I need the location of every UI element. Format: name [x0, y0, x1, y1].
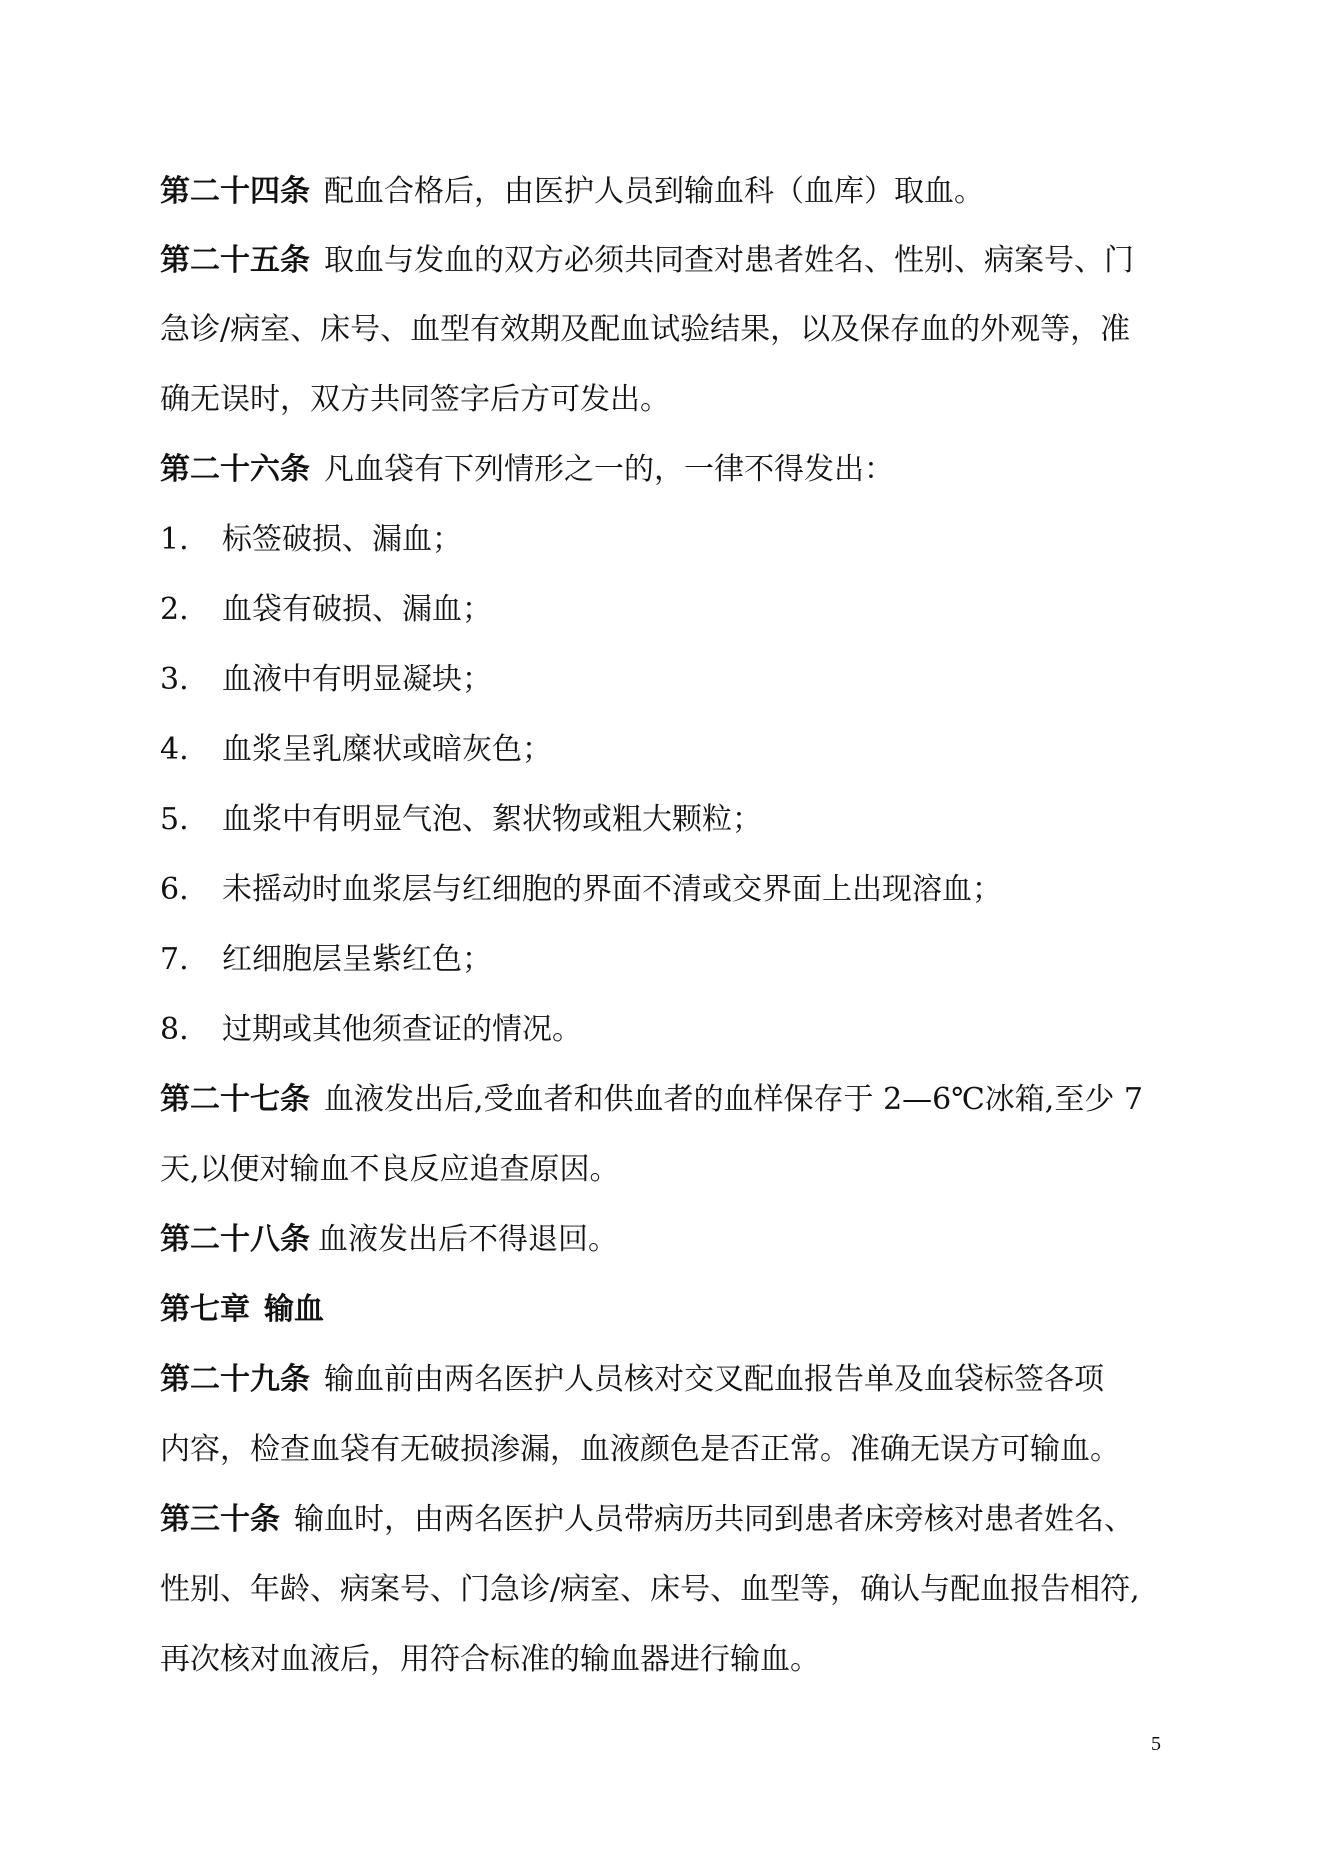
list-text: 血浆中有明显气泡、絮状物或粗大颗粒； [222, 802, 762, 837]
list-item [160, 1010, 1180, 1050]
list-number: 3. [160, 662, 189, 697]
article-heading: 第二十七条 [160, 1082, 310, 1117]
article-text: 配血合格后，由医护人员到输血科（血库）取血。 [324, 174, 984, 209]
article-30-line-2: 性别、年龄、病案号、门急诊/病室、床号、血型等，确认与配血报告相符, [160, 1572, 1140, 1607]
chapter-title: 输血 [264, 1292, 324, 1327]
article-heading: 第二十五条 [160, 243, 310, 278]
list-text: 血浆呈乳糜状或暗灰色； [222, 732, 552, 767]
article-text: 血液发出后,受血者和供血者的血样保存于 2—6℃冰箱,至少 7 [324, 1082, 1143, 1117]
list-number: 8. [160, 1012, 189, 1047]
list-item [160, 800, 1180, 840]
article-heading: 第三十条 [160, 1502, 280, 1537]
article-27-line-2: 天,以便对输血不良反应追查原因。 [160, 1152, 620, 1187]
list-number: 4. [160, 732, 189, 767]
article-24 [160, 172, 1180, 212]
article-28 [160, 1220, 1180, 1260]
article-25 [160, 241, 1180, 281]
article-text: 血液发出后不得退回。 [318, 1222, 618, 1257]
article-27 [160, 1080, 1180, 1120]
list-number: 6. [160, 872, 189, 907]
article-25-line-3: 确无误时，双方共同签字后方可发出。 [160, 382, 670, 417]
article-heading: 第二十四条 [160, 174, 310, 209]
list-number: 7. [160, 942, 189, 977]
list-item [160, 870, 1180, 910]
article-text: 取血与发血的双方必须共同查对患者姓名、性别、病案号、门 [324, 243, 1134, 278]
list-text: 血袋有破损、漏血； [222, 592, 492, 627]
list-number: 1. [160, 522, 189, 557]
page-number: 5 [1151, 1733, 1161, 1755]
list-text: 标签破损、漏血； [222, 522, 462, 557]
list-text: 红细胞层呈紫红色； [222, 942, 492, 977]
article-heading: 第二十九条 [160, 1362, 310, 1397]
list-item [160, 940, 1180, 980]
list-item [160, 590, 1180, 630]
article-text: 凡血袋有下列情形之一的，一律不得发出： [324, 452, 894, 487]
article-29 [160, 1360, 1180, 1400]
list-number: 5. [160, 802, 189, 837]
list-number: 2. [160, 592, 189, 627]
chapter-number: 第七章 [160, 1292, 250, 1327]
chapter-heading [160, 1290, 1180, 1330]
list-text: 未摇动时血浆层与红细胞的界面不清或交界面上出现溶血； [222, 872, 1002, 907]
article-text: 输血时，由两名医护人员带病历共同到患者床旁核对患者姓名、 [294, 1502, 1134, 1537]
article-26 [160, 450, 1180, 490]
article-25-line-2: 急诊/病室、床号、血型有效期及配血试验结果，以及保存血的外观等，准 [160, 312, 1131, 347]
article-30-line-3: 再次核对血液后，用符合标准的输血器进行输血。 [160, 1642, 820, 1677]
list-item [160, 730, 1180, 770]
list-text: 过期或其他须查证的情况。 [222, 1012, 582, 1047]
article-30 [160, 1500, 1180, 1540]
list-item [160, 520, 1180, 560]
list-item [160, 660, 1180, 700]
list-text: 血液中有明显凝块； [222, 662, 492, 697]
article-29-line-2: 内容，检查血袋有无破损渗漏，血液颜色是否正常。准确无误方可输血。 [160, 1432, 1120, 1467]
article-text: 输血前由两名医护人员核对交叉配血报告单及血袋标签各项 [324, 1362, 1104, 1397]
article-heading: 第二十六条 [160, 452, 310, 487]
article-heading: 第二十八条 [160, 1222, 310, 1257]
